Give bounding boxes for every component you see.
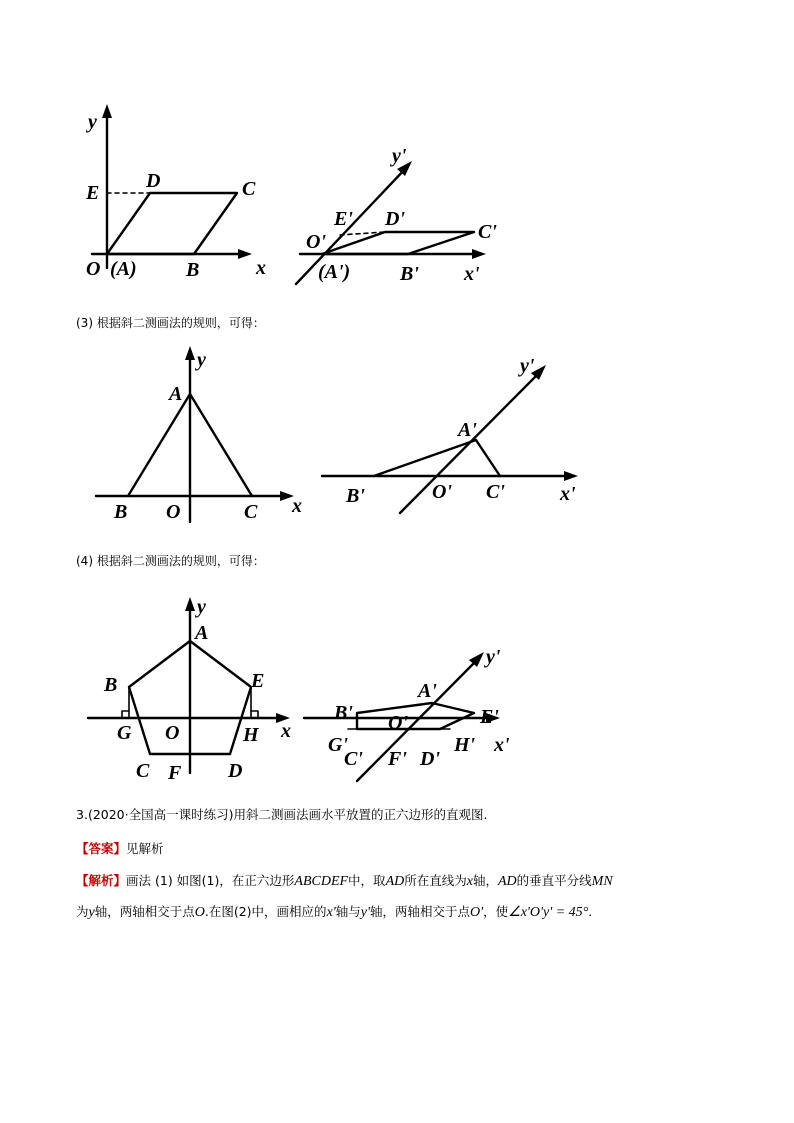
- var-x: x: [466, 874, 473, 889]
- left-y-arrow: [185, 346, 195, 360]
- analysis-text-3: 所在直线为: [404, 873, 467, 888]
- label-y-prime: y': [486, 646, 501, 668]
- analysis-text-10: 轴，两轴相交于点: [370, 904, 471, 919]
- analysis-text-5: 的垂直平分线: [516, 873, 592, 888]
- analysis-text-9: 轴与: [335, 904, 361, 919]
- label-F-prime: F': [388, 748, 407, 770]
- label-y-prime: y': [392, 145, 407, 167]
- var-y-prime: y': [360, 905, 371, 920]
- analysis-text-11: ，使: [483, 904, 509, 919]
- label-B-prime: B': [334, 702, 353, 724]
- question-number: 3.: [76, 807, 88, 822]
- label-G: G: [117, 722, 132, 744]
- answer-text: 见解析: [126, 841, 164, 856]
- left-y-arrow: [102, 104, 112, 118]
- analysis-tag: 【解析】: [76, 873, 127, 888]
- point-o-prime: O': [470, 905, 484, 920]
- label-x-prime: x': [464, 263, 480, 285]
- parallelogram-ABCD-prime: [322, 232, 474, 254]
- question-source: (2020·全国高一课时练习): [87, 807, 234, 822]
- analysis-text-7: 轴，两轴相交于点: [94, 904, 195, 919]
- pentagon-ABCDE-prime: [357, 703, 474, 729]
- right-x-arrow: [564, 471, 578, 481]
- label-E: E: [86, 182, 100, 204]
- right-x-arrow: [472, 249, 486, 259]
- label-O-prime: O': [388, 712, 408, 734]
- analysis-text-12: .: [588, 904, 593, 919]
- label-O: O: [166, 501, 181, 523]
- label-B-prime: B': [346, 485, 365, 507]
- label-y: y: [88, 111, 97, 133]
- label-H: H: [243, 724, 259, 746]
- label-B: B: [114, 501, 128, 523]
- point-o: O: [194, 905, 205, 920]
- left-x-arrow: [238, 249, 252, 259]
- figure-triangle: [0, 340, 794, 540]
- label-D: D: [146, 170, 161, 192]
- label-B: B: [104, 674, 118, 696]
- answer-line: [76, 834, 736, 864]
- label-G-prime: G': [328, 734, 348, 756]
- label-A-paren: (A): [110, 258, 137, 280]
- hexagon-name: ABCDEF: [294, 874, 349, 889]
- label-x: x: [292, 495, 302, 517]
- label-x: x: [281, 720, 291, 742]
- analysis-text-2: 中，取: [348, 873, 386, 888]
- var-x-prime: x': [326, 905, 336, 920]
- label-A: A: [195, 622, 209, 644]
- label-x-prime: x': [494, 734, 510, 756]
- caption-3: (3) 根据斜二测画法的规则，可得：: [76, 316, 265, 330]
- label-O: O: [165, 722, 180, 744]
- label-y: y: [197, 349, 206, 371]
- angle-expression: ∠x'O'y' = 45°: [508, 905, 589, 920]
- label-C: C: [244, 501, 258, 523]
- question-3: [76, 800, 736, 830]
- label-A-prime-paren: (A'): [318, 261, 351, 283]
- label-C-prime: C': [486, 481, 505, 503]
- analysis-text-6: 为: [76, 904, 89, 919]
- answer-tag: 【答案】: [76, 841, 127, 856]
- label-O: O: [86, 258, 101, 280]
- label-B: B: [186, 259, 200, 281]
- var-y: y: [88, 905, 95, 920]
- label-x: x: [256, 257, 266, 279]
- label-A: A: [169, 383, 183, 405]
- segment-ad: AD: [385, 874, 405, 889]
- question-text: 用斜二测画法画水平放置的正六边形的直观图.: [233, 807, 488, 822]
- analysis-paragraph: [76, 866, 736, 928]
- label-C: C: [136, 760, 150, 782]
- label-y-prime: y': [520, 355, 535, 377]
- label-D-prime: D': [420, 748, 440, 770]
- analysis-text-1: 画法 (1) 如图(1)，在正六边形: [126, 873, 295, 888]
- label-C-prime: C': [344, 748, 363, 770]
- label-E: E: [251, 670, 265, 692]
- label-H-prime: H': [454, 734, 476, 756]
- label-C-prime: C': [478, 221, 497, 243]
- label-F: F: [168, 762, 182, 784]
- label-A-prime: A': [418, 680, 437, 702]
- label-y: y: [197, 596, 206, 618]
- label-E-prime: E': [334, 208, 353, 230]
- line-mn: MN: [591, 874, 613, 889]
- analysis-text-8: .在图(2)中，画相应的: [204, 904, 327, 919]
- figure-parallelogram: [0, 0, 794, 300]
- segment-ad-2: AD: [497, 874, 517, 889]
- label-B-prime: B': [400, 263, 419, 285]
- label-A-prime: A': [458, 419, 477, 441]
- label-x-prime: x': [560, 483, 576, 505]
- parallelogram-ABCD: [107, 193, 237, 254]
- analysis-text-4: 轴，: [472, 873, 498, 888]
- triangle-ABC-prime: [374, 440, 500, 476]
- label-E-prime: E': [480, 706, 499, 728]
- label-C: C: [242, 178, 256, 200]
- figure-pentagon: [0, 585, 794, 790]
- label-O-prime: O': [432, 481, 452, 503]
- caption-4: (4) 根据斜二测画法的规则，可得：: [76, 554, 265, 568]
- left-y-arrow: [185, 597, 195, 611]
- label-D: D: [228, 760, 243, 782]
- label-O-prime: O': [306, 231, 326, 253]
- label-D-prime: D': [385, 208, 405, 230]
